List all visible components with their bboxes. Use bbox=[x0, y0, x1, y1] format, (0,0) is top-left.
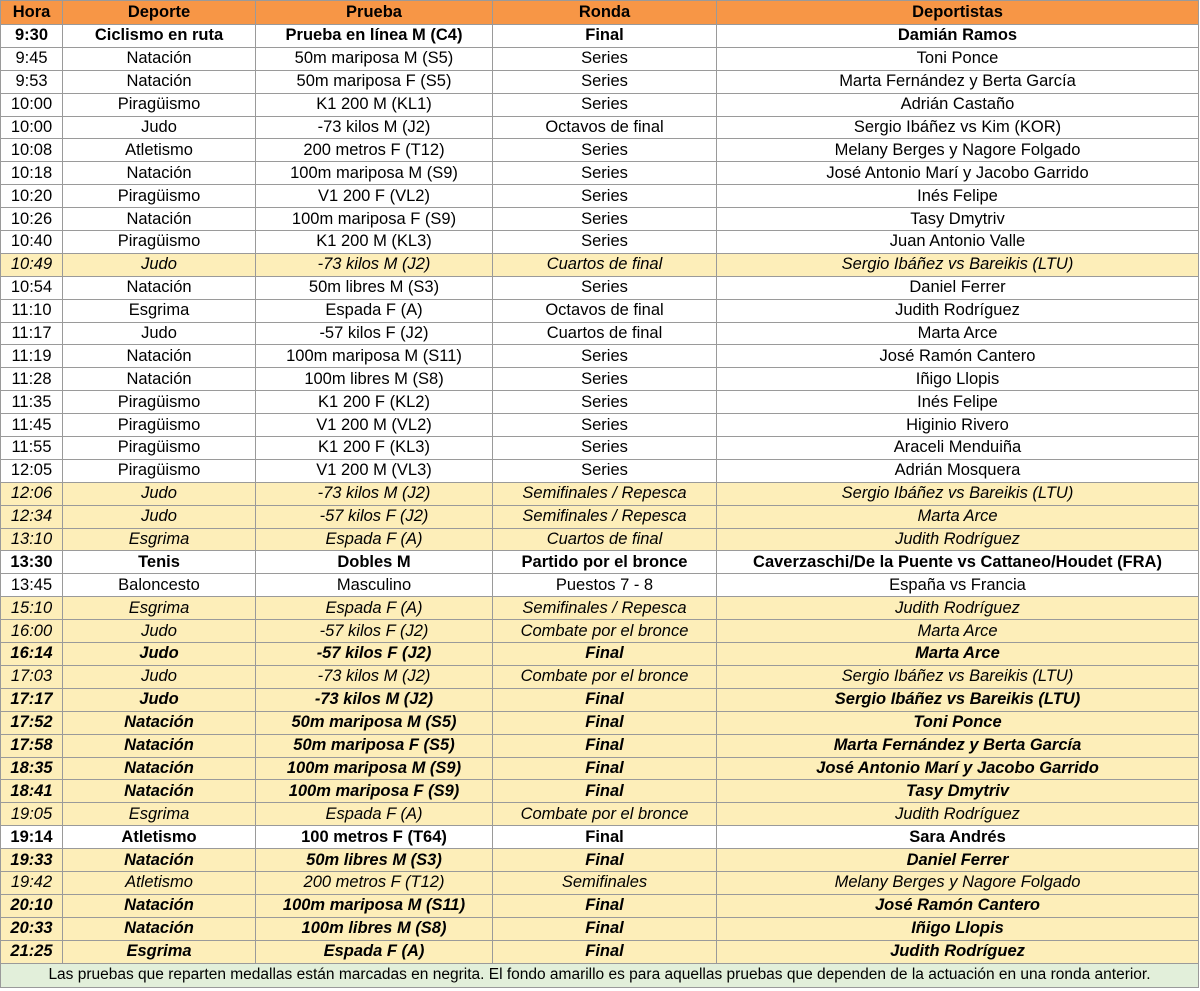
cell-deportistas: Sergio Ibáñez vs Bareikis (LTU) bbox=[717, 688, 1199, 711]
cell-hora: 11:19 bbox=[1, 345, 63, 368]
table-row bbox=[1, 482, 1199, 505]
header-hora: Hora bbox=[1, 1, 63, 25]
cell-prueba: Espada F (A) bbox=[256, 940, 493, 963]
cell-deportistas: Marta Arce bbox=[717, 620, 1199, 643]
cell-ronda: Partido por el bronce bbox=[493, 551, 717, 574]
cell-prueba: 100m mariposa M (S11) bbox=[256, 345, 493, 368]
cell-prueba: V1 200 M (VL2) bbox=[256, 414, 493, 437]
cell-hora: 20:10 bbox=[1, 894, 63, 917]
cell-prueba: V1 200 M (VL3) bbox=[256, 459, 493, 482]
cell-deportistas: Marta Arce bbox=[717, 322, 1199, 345]
table-row bbox=[1, 368, 1199, 391]
table-row bbox=[1, 93, 1199, 116]
cell-prueba: Espada F (A) bbox=[256, 299, 493, 322]
cell-deporte: Tenis bbox=[63, 551, 256, 574]
cell-prueba: Espada F (A) bbox=[256, 528, 493, 551]
cell-deporte: Esgrima bbox=[63, 940, 256, 963]
cell-deporte: Natación bbox=[63, 47, 256, 70]
cell-deportistas: Judith Rodríguez bbox=[717, 528, 1199, 551]
cell-deporte: Judo bbox=[63, 116, 256, 139]
cell-deporte: Piragüismo bbox=[63, 437, 256, 460]
cell-deportistas: Sergio Ibáñez vs Bareikis (LTU) bbox=[717, 665, 1199, 688]
cell-hora: 19:14 bbox=[1, 826, 63, 849]
cell-deportistas: Marta Arce bbox=[717, 643, 1199, 666]
cell-ronda: Octavos de final bbox=[493, 116, 717, 139]
cell-ronda: Final bbox=[493, 25, 717, 48]
cell-ronda: Final bbox=[493, 917, 717, 940]
table-row bbox=[1, 345, 1199, 368]
cell-prueba: Espada F (A) bbox=[256, 803, 493, 826]
table-row bbox=[1, 597, 1199, 620]
cell-ronda: Series bbox=[493, 391, 717, 414]
cell-prueba: 100m mariposa M (S11) bbox=[256, 894, 493, 917]
table-row bbox=[1, 253, 1199, 276]
cell-deportistas: Sara Andrés bbox=[717, 826, 1199, 849]
cell-deportistas: Inés Felipe bbox=[717, 391, 1199, 414]
table-row bbox=[1, 414, 1199, 437]
cell-ronda: Cuartos de final bbox=[493, 253, 717, 276]
cell-deportistas: Judith Rodríguez bbox=[717, 803, 1199, 826]
cell-deporte: Piragüismo bbox=[63, 414, 256, 437]
cell-deporte: Piragüismo bbox=[63, 231, 256, 254]
cell-deportistas: Inés Felipe bbox=[717, 185, 1199, 208]
table-row bbox=[1, 688, 1199, 711]
cell-deportistas: Daniel Ferrer bbox=[717, 276, 1199, 299]
cell-prueba: 50m libres M (S3) bbox=[256, 276, 493, 299]
cell-deporte: Esgrima bbox=[63, 803, 256, 826]
cell-ronda: Series bbox=[493, 47, 717, 70]
schedule-body bbox=[1, 25, 1199, 964]
cell-ronda: Combate por el bronce bbox=[493, 665, 717, 688]
cell-prueba: 50m mariposa M (S5) bbox=[256, 711, 493, 734]
table-row bbox=[1, 276, 1199, 299]
table-row bbox=[1, 139, 1199, 162]
cell-prueba: -57 kilos F (J2) bbox=[256, 505, 493, 528]
cell-deporte: Ciclismo en ruta bbox=[63, 25, 256, 48]
cell-prueba: 50m libres M (S3) bbox=[256, 849, 493, 872]
cell-ronda: Final bbox=[493, 734, 717, 757]
cell-hora: 12:06 bbox=[1, 482, 63, 505]
cell-hora: 16:00 bbox=[1, 620, 63, 643]
cell-prueba: 200 metros F (T12) bbox=[256, 871, 493, 894]
cell-hora: 11:17 bbox=[1, 322, 63, 345]
cell-deportistas: Melany Berges y Nagore Folgado bbox=[717, 871, 1199, 894]
cell-hora: 19:42 bbox=[1, 871, 63, 894]
cell-ronda: Series bbox=[493, 185, 717, 208]
cell-prueba: -57 kilos F (J2) bbox=[256, 643, 493, 666]
cell-deportistas: Judith Rodríguez bbox=[717, 940, 1199, 963]
cell-ronda: Final bbox=[493, 894, 717, 917]
cell-deporte: Judo bbox=[63, 322, 256, 345]
table-row bbox=[1, 162, 1199, 185]
table-row bbox=[1, 780, 1199, 803]
cell-hora: 10:18 bbox=[1, 162, 63, 185]
cell-hora: 10:20 bbox=[1, 185, 63, 208]
table-row bbox=[1, 505, 1199, 528]
cell-hora: 12:34 bbox=[1, 505, 63, 528]
cell-ronda: Series bbox=[493, 345, 717, 368]
cell-prueba: 50m mariposa F (S5) bbox=[256, 70, 493, 93]
cell-prueba: -73 kilos M (J2) bbox=[256, 253, 493, 276]
table-row bbox=[1, 940, 1199, 963]
cell-hora: 10:00 bbox=[1, 93, 63, 116]
cell-ronda: Series bbox=[493, 437, 717, 460]
table-row bbox=[1, 894, 1199, 917]
legend-note: Las pruebas que reparten medallas están marcadas en negrita. El fondo amarillo es para aquellas pruebas que dependen de la actuación en una ronda anterior. bbox=[1, 963, 1199, 987]
table-row bbox=[1, 917, 1199, 940]
cell-deporte: Natación bbox=[63, 368, 256, 391]
cell-prueba: -73 kilos M (J2) bbox=[256, 116, 493, 139]
cell-ronda: Final bbox=[493, 849, 717, 872]
cell-deportistas: Higinio Rivero bbox=[717, 414, 1199, 437]
cell-ronda: Series bbox=[493, 208, 717, 231]
cell-deportistas: Iñigo Llopis bbox=[717, 368, 1199, 391]
cell-hora: 19:33 bbox=[1, 849, 63, 872]
cell-deportistas: José Ramón Cantero bbox=[717, 894, 1199, 917]
cell-prueba: 100 metros F (T64) bbox=[256, 826, 493, 849]
cell-hora: 18:41 bbox=[1, 780, 63, 803]
cell-ronda: Series bbox=[493, 162, 717, 185]
cell-hora: 11:35 bbox=[1, 391, 63, 414]
cell-deportistas: José Antonio Marí y Jacobo Garrido bbox=[717, 162, 1199, 185]
cell-hora: 10:08 bbox=[1, 139, 63, 162]
cell-deportistas: Marta Fernández y Berta García bbox=[717, 70, 1199, 93]
header-prueba: Prueba bbox=[256, 1, 493, 25]
cell-deporte: Natación bbox=[63, 162, 256, 185]
cell-deportistas: Damián Ramos bbox=[717, 25, 1199, 48]
cell-deporte: Esgrima bbox=[63, 528, 256, 551]
cell-ronda: Octavos de final bbox=[493, 299, 717, 322]
cell-deporte: Natación bbox=[63, 849, 256, 872]
table-row bbox=[1, 620, 1199, 643]
cell-deportistas: Sergio Ibáñez vs Kim (KOR) bbox=[717, 116, 1199, 139]
cell-deportistas: Judith Rodríguez bbox=[717, 299, 1199, 322]
cell-hora: 19:05 bbox=[1, 803, 63, 826]
cell-deporte: Natación bbox=[63, 70, 256, 93]
header-row bbox=[1, 1, 1199, 25]
cell-hora: 9:53 bbox=[1, 70, 63, 93]
cell-hora: 13:45 bbox=[1, 574, 63, 597]
cell-hora: 16:14 bbox=[1, 643, 63, 666]
cell-deportistas: Toni Ponce bbox=[717, 711, 1199, 734]
table-row bbox=[1, 643, 1199, 666]
table-row bbox=[1, 208, 1199, 231]
cell-deporte: Natación bbox=[63, 757, 256, 780]
cell-ronda: Semifinales / Repesca bbox=[493, 597, 717, 620]
cell-ronda: Series bbox=[493, 139, 717, 162]
cell-deportistas: Adrián Castaño bbox=[717, 93, 1199, 116]
table-row bbox=[1, 299, 1199, 322]
cell-deporte: Piragüismo bbox=[63, 185, 256, 208]
cell-hora: 17:58 bbox=[1, 734, 63, 757]
table-row bbox=[1, 231, 1199, 254]
cell-prueba: 100m mariposa F (S9) bbox=[256, 780, 493, 803]
cell-deportistas: Caverzaschi/De la Puente vs Cattaneo/Houdet (FRA) bbox=[717, 551, 1199, 574]
cell-prueba: K1 200 M (KL1) bbox=[256, 93, 493, 116]
cell-deporte: Atletismo bbox=[63, 871, 256, 894]
cell-ronda: Semifinales bbox=[493, 871, 717, 894]
table-row bbox=[1, 437, 1199, 460]
table-row bbox=[1, 185, 1199, 208]
cell-deportistas: José Antonio Marí y Jacobo Garrido bbox=[717, 757, 1199, 780]
table-row bbox=[1, 551, 1199, 574]
cell-deporte: Piragüismo bbox=[63, 459, 256, 482]
cell-hora: 10:49 bbox=[1, 253, 63, 276]
cell-ronda: Series bbox=[493, 414, 717, 437]
cell-ronda: Final bbox=[493, 757, 717, 780]
cell-prueba: -73 kilos M (J2) bbox=[256, 482, 493, 505]
cell-deporte: Judo bbox=[63, 688, 256, 711]
cell-hora: 20:33 bbox=[1, 917, 63, 940]
cell-deporte: Judo bbox=[63, 643, 256, 666]
cell-deporte: Natación bbox=[63, 734, 256, 757]
cell-ronda: Semifinales / Repesca bbox=[493, 505, 717, 528]
cell-ronda: Final bbox=[493, 711, 717, 734]
header-deporte: Deporte bbox=[63, 1, 256, 25]
cell-prueba: 100m mariposa M (S9) bbox=[256, 757, 493, 780]
header-deportistas: Deportistas bbox=[717, 1, 1199, 25]
cell-deportistas: Adrián Mosquera bbox=[717, 459, 1199, 482]
cell-hora: 17:17 bbox=[1, 688, 63, 711]
cell-hora: 10:54 bbox=[1, 276, 63, 299]
cell-prueba: -73 kilos M (J2) bbox=[256, 665, 493, 688]
cell-prueba: 100m libres M (S8) bbox=[256, 917, 493, 940]
cell-prueba: 100m mariposa F (S9) bbox=[256, 208, 493, 231]
table-row bbox=[1, 665, 1199, 688]
cell-deporte: Judo bbox=[63, 253, 256, 276]
cell-hora: 12:05 bbox=[1, 459, 63, 482]
cell-deportistas: Judith Rodríguez bbox=[717, 597, 1199, 620]
cell-deportistas: Iñigo Llopis bbox=[717, 917, 1199, 940]
cell-ronda: Series bbox=[493, 231, 717, 254]
cell-ronda: Final bbox=[493, 826, 717, 849]
cell-deportistas: Melany Berges y Nagore Folgado bbox=[717, 139, 1199, 162]
table-row bbox=[1, 871, 1199, 894]
cell-hora: 9:30 bbox=[1, 25, 63, 48]
cell-deporte: Piragüismo bbox=[63, 93, 256, 116]
cell-hora: 17:52 bbox=[1, 711, 63, 734]
cell-prueba: Masculino bbox=[256, 574, 493, 597]
cell-deporte: Natación bbox=[63, 917, 256, 940]
cell-prueba: 50m mariposa F (S5) bbox=[256, 734, 493, 757]
table-row bbox=[1, 391, 1199, 414]
cell-deporte: Natación bbox=[63, 208, 256, 231]
cell-hora: 18:35 bbox=[1, 757, 63, 780]
cell-deporte: Judo bbox=[63, 482, 256, 505]
cell-ronda: Puestos 7 - 8 bbox=[493, 574, 717, 597]
cell-hora: 11:55 bbox=[1, 437, 63, 460]
cell-deporte: Judo bbox=[63, 505, 256, 528]
cell-prueba: Espada F (A) bbox=[256, 597, 493, 620]
table-row bbox=[1, 849, 1199, 872]
cell-ronda: Combate por el bronce bbox=[493, 620, 717, 643]
table-row bbox=[1, 528, 1199, 551]
cell-ronda: Combate por el bronce bbox=[493, 803, 717, 826]
cell-deporte: Judo bbox=[63, 620, 256, 643]
table-row bbox=[1, 70, 1199, 93]
cell-hora: 11:45 bbox=[1, 414, 63, 437]
cell-prueba: Prueba en línea M (C4) bbox=[256, 25, 493, 48]
cell-hora: 9:45 bbox=[1, 47, 63, 70]
cell-deportistas: José Ramón Cantero bbox=[717, 345, 1199, 368]
cell-hora: 15:10 bbox=[1, 597, 63, 620]
cell-ronda: Series bbox=[493, 459, 717, 482]
cell-deportistas: Sergio Ibáñez vs Bareikis (LTU) bbox=[717, 482, 1199, 505]
cell-deporte: Natación bbox=[63, 276, 256, 299]
cell-hora: 10:26 bbox=[1, 208, 63, 231]
cell-hora: 13:10 bbox=[1, 528, 63, 551]
header-ronda: Ronda bbox=[493, 1, 717, 25]
table-row bbox=[1, 757, 1199, 780]
table-row bbox=[1, 322, 1199, 345]
table-row bbox=[1, 459, 1199, 482]
cell-ronda: Final bbox=[493, 688, 717, 711]
cell-ronda: Series bbox=[493, 93, 717, 116]
cell-deporte: Esgrima bbox=[63, 597, 256, 620]
cell-deportistas: Tasy Dmytriv bbox=[717, 780, 1199, 803]
cell-ronda: Cuartos de final bbox=[493, 528, 717, 551]
cell-hora: 17:03 bbox=[1, 665, 63, 688]
cell-deporte: Natación bbox=[63, 711, 256, 734]
table-row bbox=[1, 711, 1199, 734]
cell-prueba: -57 kilos F (J2) bbox=[256, 620, 493, 643]
cell-prueba: K1 200 F (KL2) bbox=[256, 391, 493, 414]
table-row bbox=[1, 25, 1199, 48]
table-row bbox=[1, 47, 1199, 70]
cell-hora: 10:00 bbox=[1, 116, 63, 139]
footer-row bbox=[1, 963, 1199, 987]
cell-deportistas: Tasy Dmytriv bbox=[717, 208, 1199, 231]
cell-ronda: Series bbox=[493, 368, 717, 391]
cell-hora: 21:25 bbox=[1, 940, 63, 963]
cell-deporte: Baloncesto bbox=[63, 574, 256, 597]
cell-ronda: Series bbox=[493, 276, 717, 299]
cell-prueba: Dobles M bbox=[256, 551, 493, 574]
cell-deporte: Piragüismo bbox=[63, 391, 256, 414]
cell-ronda: Cuartos de final bbox=[493, 322, 717, 345]
table-row bbox=[1, 803, 1199, 826]
cell-deporte: Judo bbox=[63, 665, 256, 688]
cell-prueba: -57 kilos F (J2) bbox=[256, 322, 493, 345]
cell-deportistas: Juan Antonio Valle bbox=[717, 231, 1199, 254]
cell-deportistas: Araceli Menduiña bbox=[717, 437, 1199, 460]
cell-deporte: Natación bbox=[63, 345, 256, 368]
cell-deporte: Natación bbox=[63, 780, 256, 803]
cell-prueba: 200 metros F (T12) bbox=[256, 139, 493, 162]
cell-prueba: -73 kilos M (J2) bbox=[256, 688, 493, 711]
cell-ronda: Final bbox=[493, 940, 717, 963]
cell-deportistas: Toni Ponce bbox=[717, 47, 1199, 70]
cell-prueba: V1 200 F (VL2) bbox=[256, 185, 493, 208]
cell-prueba: 100m libres M (S8) bbox=[256, 368, 493, 391]
cell-deportistas: España vs Francia bbox=[717, 574, 1199, 597]
table-row bbox=[1, 574, 1199, 597]
cell-deportistas: Daniel Ferrer bbox=[717, 849, 1199, 872]
cell-prueba: K1 200 M (KL3) bbox=[256, 231, 493, 254]
cell-hora: 11:28 bbox=[1, 368, 63, 391]
cell-prueba: 50m mariposa M (S5) bbox=[256, 47, 493, 70]
cell-hora: 10:40 bbox=[1, 231, 63, 254]
cell-ronda: Semifinales / Repesca bbox=[493, 482, 717, 505]
table-row bbox=[1, 734, 1199, 757]
cell-hora: 11:10 bbox=[1, 299, 63, 322]
cell-ronda: Final bbox=[493, 643, 717, 666]
cell-deporte: Atletismo bbox=[63, 826, 256, 849]
cell-deportistas: Marta Arce bbox=[717, 505, 1199, 528]
cell-deporte: Esgrima bbox=[63, 299, 256, 322]
cell-hora: 13:30 bbox=[1, 551, 63, 574]
table-row bbox=[1, 116, 1199, 139]
cell-prueba: 100m mariposa M (S9) bbox=[256, 162, 493, 185]
cell-ronda: Final bbox=[493, 780, 717, 803]
cell-deporte: Atletismo bbox=[63, 139, 256, 162]
cell-ronda: Series bbox=[493, 70, 717, 93]
cell-deporte: Natación bbox=[63, 894, 256, 917]
cell-deportistas: Sergio Ibáñez vs Bareikis (LTU) bbox=[717, 253, 1199, 276]
table-row bbox=[1, 826, 1199, 849]
cell-deportistas: Marta Fernández y Berta García bbox=[717, 734, 1199, 757]
cell-prueba: K1 200 F (KL3) bbox=[256, 437, 493, 460]
